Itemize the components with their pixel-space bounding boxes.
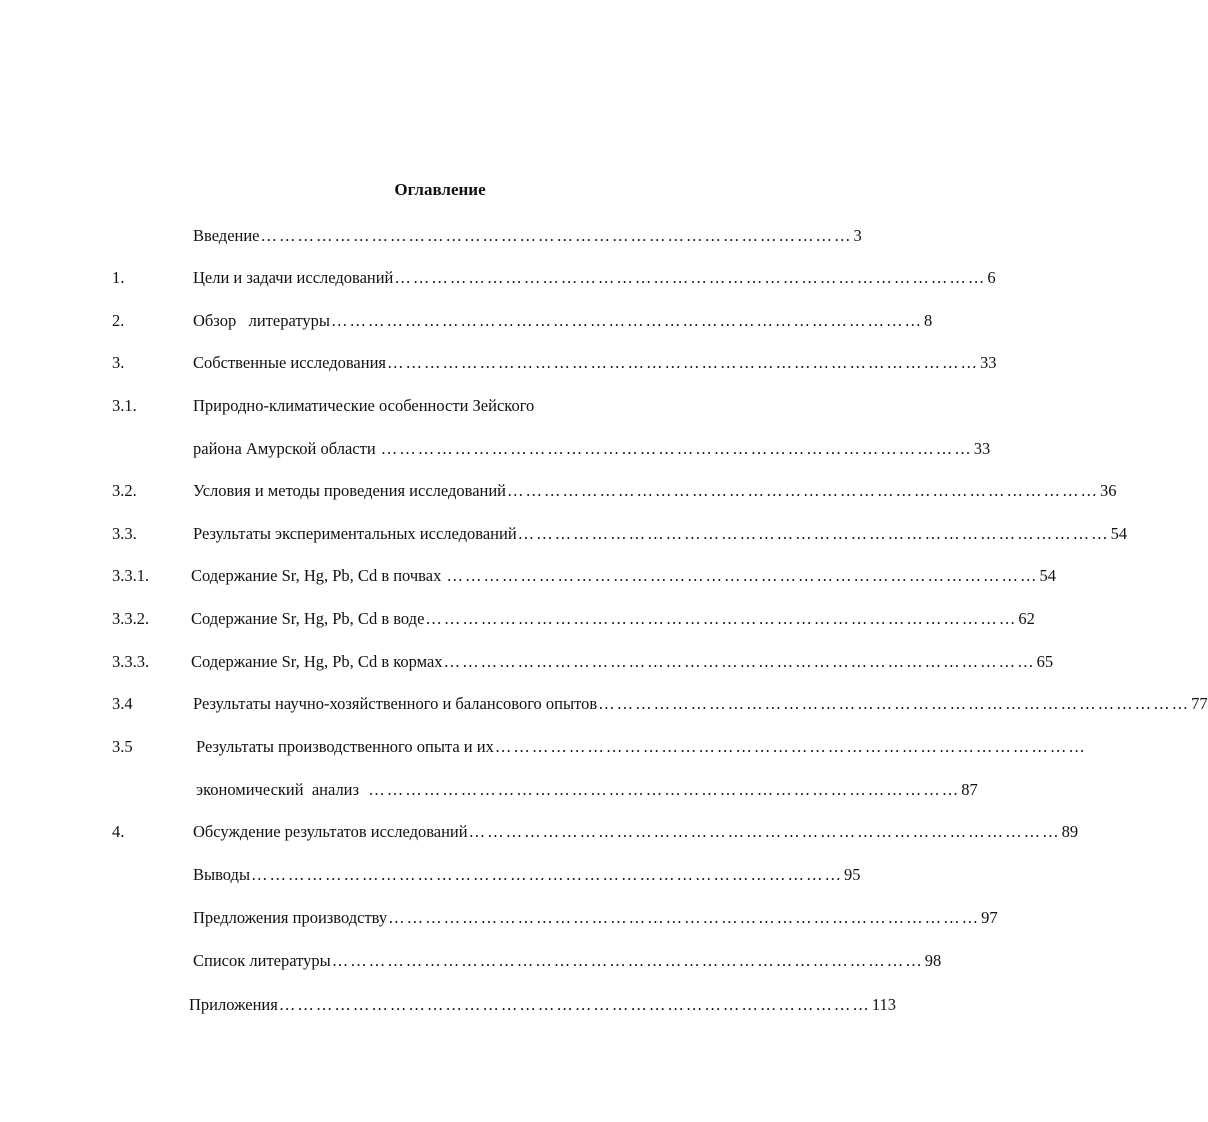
dot-leader: …………………………………………………………………………………… [387,353,980,372]
dot-leader: …………………………………………………………………………………… [443,652,1036,671]
toc-entry-page: 95 [844,865,861,884]
dot-leader: …………………………………………………………………………………… [368,780,961,799]
toc-entry-page: 36 [1100,481,1117,500]
toc-entry-number: 3.3. [112,524,137,543]
dot-leader: …………………………………………………………………………………… [446,566,1039,585]
toc-entry-text: Природно-климатические особенности Зейского [193,396,535,415]
toc-entry-text: Введение [193,226,260,245]
toc-entry-text: Приложения [189,995,278,1014]
toc-entry [0,224,862,248]
toc-entry-text: Результаты производственного опыта и их [196,737,494,756]
dot-leader: …………………………………………………………………………………… [251,865,844,884]
toc-entry-page: 87 [961,780,978,799]
dot-leader: …………………………………………………………………………………… [517,524,1110,543]
toc-entry-text: Обсуждение результатов исследований [193,822,468,841]
toc-entry-page: 89 [1061,822,1079,841]
toc-entry [0,564,1056,588]
toc-entry-number: 3. [112,353,125,372]
toc-entry-page: 33 [980,353,997,372]
toc-entry-continuation [0,437,991,461]
toc-entry [0,906,998,930]
toc-entry-text: Результаты экспериментальных исследований [193,524,517,543]
toc-entry-page: 113 [871,995,896,1014]
toc-entry [0,394,793,418]
toc-entry-number: 3.1. [112,396,137,415]
toc-entry [0,820,1079,844]
dot-leader: …………………………………………………………………………………… [425,609,1018,628]
dot-leader: …………………………………………………………………………………… [394,268,987,287]
toc-entry-number: 3.5 [112,737,133,756]
toc-entry-text: Обзор литературы [193,311,330,330]
toc-title: Оглавление [394,180,486,199]
toc-entry-number: 3.4 [112,694,133,713]
toc-entry-page: 33 [973,439,991,458]
toc-entry [0,266,996,290]
toc-entry-text: Содержание Sr, Hg, Pb, Cd в воде [191,609,425,628]
toc-entry [0,735,1087,759]
toc-entry-text: Выводы [193,865,251,884]
dot-leader: …………………………………………………………………………………… [388,908,981,927]
toc-entry-text: района Амурской области [193,439,380,458]
toc-entry-number: 4. [112,822,125,841]
toc-entry-continuation [0,778,978,802]
toc-entry-text: Собственные исследования [193,353,387,372]
toc-entry-page: 54 [1039,566,1056,585]
toc-entry [0,479,1117,503]
toc-entry-text: Содержание Sr, Hg, Pb, Cd в кормах [191,652,443,671]
toc-entry-number: 3.2. [112,481,137,500]
toc-entry-text: Условия и методы проведения исследований [193,481,507,500]
toc-entry-page: 8 [923,311,933,330]
dot-leader: …………………………………………………………………………………… [468,822,1061,841]
toc-entry-number: 3.3.2. [112,609,150,628]
toc-entry-text: Содержание Sr, Hg, Pb, Cd в почвах [191,566,446,585]
toc-entry [0,993,896,1017]
toc-entry [0,351,997,375]
toc-entry-text: Цели и задачи исследований [193,268,394,287]
toc-entry-text: Список литературы [193,951,331,970]
toc-entry-text: Предложения производству [193,908,388,927]
toc-entry-number: 2. [112,311,125,330]
toc-entry-text: экономический анализ [196,780,368,799]
toc-entry [0,522,1128,546]
dot-leader: …………………………………………………………………………………… [380,439,973,458]
toc-entry-page: 6 [987,268,996,287]
toc-entry-number: 3.3.1. [112,566,150,585]
dot-leader: …………………………………………………………………………………… [507,481,1100,500]
toc-entry-page: 62 [1018,609,1035,628]
toc-entry-number: 3.3.3. [112,652,150,671]
toc-entry [0,607,1035,631]
dot-leader: …………………………………………………………………………………… [494,737,1087,756]
dot-leader: …………………………………………………………………………………… [331,951,924,970]
dot-leader: …………………………………………………………………………………… [278,995,871,1014]
toc-entry [0,309,933,333]
toc-entry-page: 65 [1036,652,1054,671]
toc-entry-page: 3 [853,226,862,245]
toc-entry-text: Результаты научно-хозяйственного и балансового опытов [193,694,598,713]
toc-entry [0,949,942,973]
dot-leader: …………………………………………………………………………………… [260,226,853,245]
toc-entry-page: 97 [981,908,998,927]
toc-entry [0,692,1208,716]
toc-entry-page: 98 [924,951,942,970]
toc-entry-number: 1. [112,268,125,287]
toc-entry [0,863,861,887]
toc-entry [0,650,1054,674]
toc-entry-page: 77 [1191,694,1208,713]
dot-leader: …………………………………………………………………………………… [598,694,1191,713]
toc-entry-page: 54 [1110,524,1128,543]
dot-leader: …………………………………………………………………………………… [330,311,923,330]
